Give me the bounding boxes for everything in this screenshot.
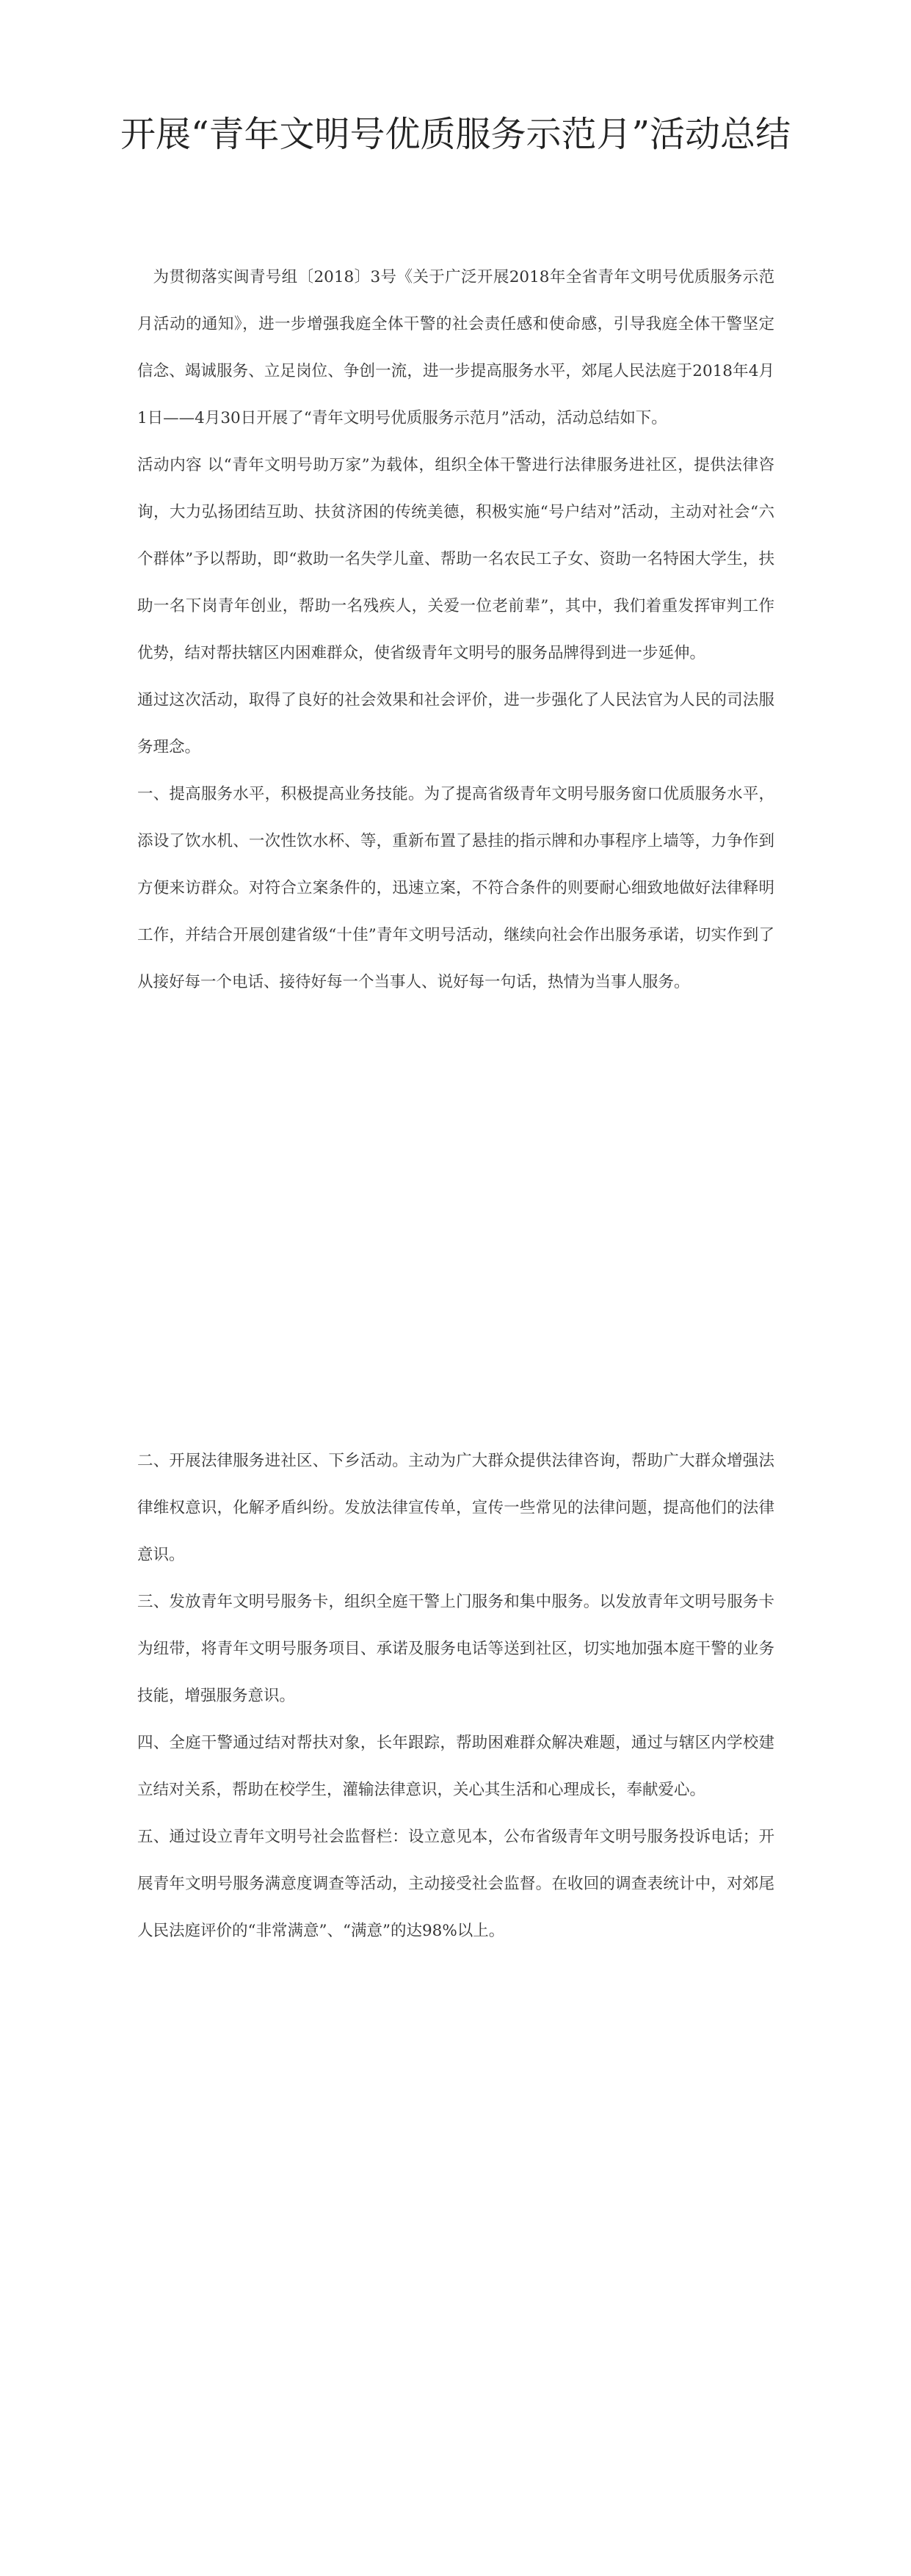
paragraph-activity-result: 通过这次活动，取得了良好的社会效果和社会评价，进一步强化了人民法官为人民的司法服务理念。 <box>137 691 774 756</box>
paragraph-item-two: 二、开展法律服务进社区、下乡活动。主动为广大群众提供法律咨询，帮助广大群众增强法律维权意识，化解矛盾纠纷。发放法律宣传单，宣传一些常见的法律问题，提高他们的法律意识。 <box>137 1452 774 1564</box>
paragraph-item-four: 四、全庭干警通过结对帮扶对象，长年跟踪，帮助困难群众解决难题，通过与辖区内学校建立结对关系，帮助在校学生，灌输法律意识，关心其生活和心理成长，奉献爱心。 <box>137 1734 774 1799</box>
paragraph-item-three: 三、发放青年文明号服务卡，组织全庭干警上门服务和集中服务。以发放青年文明号服务卡为纽带，将青年文明号服务项目、承诺及服务电话等送到社区，切实地加强本庭干警的业务技能，增强服务意识。 <box>137 1593 774 1705</box>
paragraph-activity-content: 活动内容 以“青年文明号助万家”为载体，组织全体干警进行法律服务进社区，提供法律咨询，大力弘扬团结互助、扶贫济困的传统美德，积极实施“号户结对”活动，主动对社会“六个群体”予以帮助，即“救助一名失学儿童、帮助一名农民工子女、资助一名特困大学生，扶助一名下岗青年创业，帮助一名残疾人，关爱一位老前辈”，其中，我们着重发挥审判工作优势，结对帮扶辖区内困难群众，使省级青年文明号的服务品牌得到进一步延伸。 <box>137 456 774 662</box>
document-body-section-two <box>137 1438 774 1955</box>
paragraph-intro: 为贯彻落实闽青号组〔2018〕3号《关于广泛开展2018年全省青年文明号优质服务示范月活动的通知》，进一步增强我庭全体干警的社会责任感和使命感，引导我庭全体干警坚定信念、竭诚服务、立足岗位、争创一流，进一步提高服务水平，郊尾人民法庭于2018年4月1日——4月30日开展了“青年文明号优质服务示范月”活动，活动总结如下。 <box>137 268 774 427</box>
document-title: 开展“青年文明号优质服务示范月”活动总结 <box>120 114 791 155</box>
paragraph-item-one: 一、提高服务水平，积极提高业务技能。为了提高省级青年文明号服务窗口优质服务水平，添设了饮水机、一次性饮水杯、等，重新布置了悬挂的指示牌和办事程序上墙等，力争作到方便来访群众。对符合立案条件的，迅速立案，不符合条件的则要耐心细致地做好法律释明工作，并结合开展创建省级“十佳”青年文明号活动，继续向社会作出服务承诺，切实作到了从接好每一个电话、接待好每一个当事人、说好每一句话，热情为当事人服务。 <box>137 785 774 991</box>
paragraph-item-five: 五、通过设立青年文明号社会监督栏：设立意见本，公布省级青年文明号服务投诉电话；开展青年文明号服务满意度调查等活动，主动接受社会监督。在收回的调查表统计中，对郊尾人民法庭评价的“非常满意”、“满意”的达98%以上。 <box>137 1828 774 1940</box>
document-body-section-one <box>137 254 774 1006</box>
